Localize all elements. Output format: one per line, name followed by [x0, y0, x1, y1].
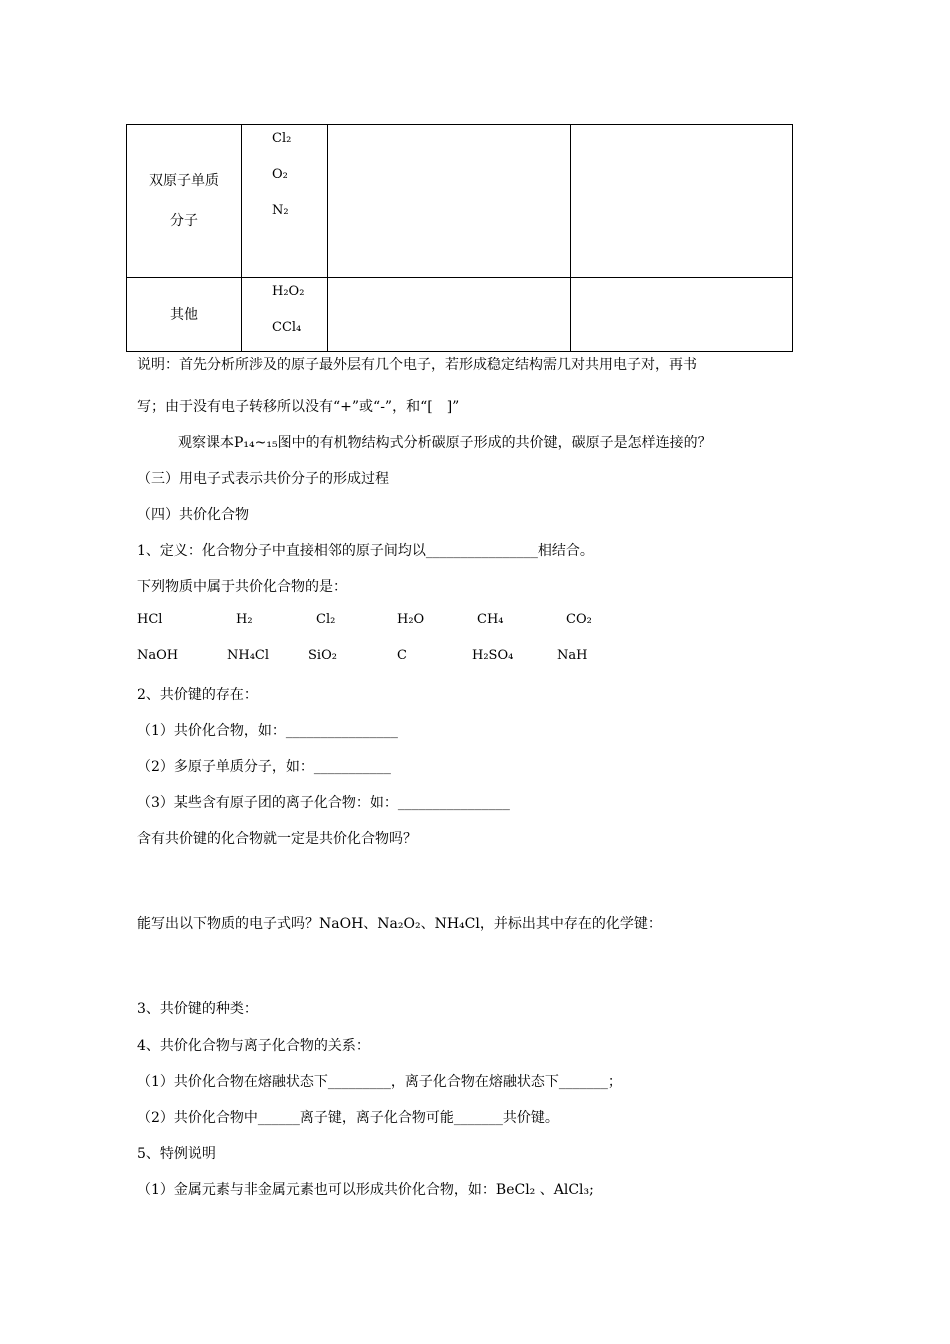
formula: H₂O₂ — [272, 284, 305, 299]
row-label — [127, 278, 242, 352]
electron-formula-question: 能写出以下物质的电子式吗？NaOH、Na₂O₂、NH₄Cl，并标出其中存在的化学键： — [137, 916, 662, 932]
substance: NaOH — [137, 648, 179, 663]
substance: CH₄ — [477, 612, 504, 627]
table-row — [127, 125, 793, 278]
formula: N₂ — [272, 203, 289, 218]
existence-heading: 2、共价键的存在： — [137, 687, 258, 703]
substance: H₂O — [397, 612, 425, 627]
relation-heading: 4、共价化合物与离子化合物的关系： — [137, 1038, 370, 1054]
existence-item-2: （2）多原子单质分子，如：___________ — [137, 759, 391, 775]
substance: NH₄Cl — [227, 648, 270, 663]
formula-cell — [242, 125, 328, 278]
bond-kinds-heading: 3、共价键的种类： — [137, 1001, 258, 1017]
substance: CO₂ — [566, 612, 592, 627]
definition-line: 1、定义：化合物分子中直接相邻的原子间均以________________相结合。 — [137, 543, 594, 559]
formula: Cl₂ — [272, 131, 292, 146]
row-label-line2: 分子 — [170, 213, 198, 229]
answer-cell — [571, 278, 793, 352]
answer-cell — [328, 278, 571, 352]
existence-item-3: （3）某些含有原子团的离子化合物：如：________________ — [137, 795, 510, 811]
formula: O₂ — [272, 167, 288, 182]
substance: C — [397, 648, 407, 663]
row-label-line1: 其他 — [170, 306, 198, 323]
observe-question: 观察课本P₁₄~₁₅图中的有机物结构式分析碳原子形成的共价键，碳原子是怎样连接的？ — [178, 435, 712, 451]
substance: NaH — [557, 648, 588, 663]
row-label-line1: 双原子单质 — [149, 173, 219, 189]
bond-table — [126, 124, 793, 352]
note-line-1: 说明：首先分析所涉及的原子最外层有几个电子，若形成稳定结构需几对共用电子对，再书 — [137, 357, 697, 373]
answer-cell — [328, 125, 571, 278]
section-4-heading: （四）共价化合物 — [137, 507, 249, 523]
question-covalent-compounds: 下列物质中属于共价化合物的是： — [137, 579, 347, 595]
table-row — [127, 278, 793, 352]
note-line-2: 写；由于没有电子转移所以没有“+”或“-”，和“[ ]” — [137, 399, 460, 415]
special-item-1: （1）金属元素与非金属元素也可以形成共价化合物，如：BeCl₂ 、AlCl₃; — [137, 1182, 594, 1198]
substance: H₂ — [236, 612, 253, 627]
substance: Cl₂ — [316, 612, 336, 627]
existence-item-1: （1）共价化合物，如：________________ — [137, 723, 398, 739]
formula-cell — [242, 278, 328, 352]
special-heading: 5、特例说明 — [137, 1146, 216, 1162]
substance: H₂SO₄ — [472, 648, 514, 663]
section-3-heading: （三）用电子式表示共价分子的形成过程 — [137, 471, 389, 487]
substance: SiO₂ — [308, 648, 337, 663]
relation-item-2: （2）共价化合物中______离子键，离子化合物可能_______共价键。 — [137, 1110, 559, 1126]
formula: CCl₄ — [272, 320, 302, 335]
substance: HCl — [137, 612, 163, 627]
question-line: 含有共价键的化合物就一定是共价化合物吗？ — [137, 831, 417, 847]
row-label — [127, 125, 242, 278]
answer-cell — [571, 125, 793, 278]
relation-item-1: （1）共价化合物在熔融状态下_________，离子化合物在熔融状态下_______； — [137, 1074, 622, 1090]
